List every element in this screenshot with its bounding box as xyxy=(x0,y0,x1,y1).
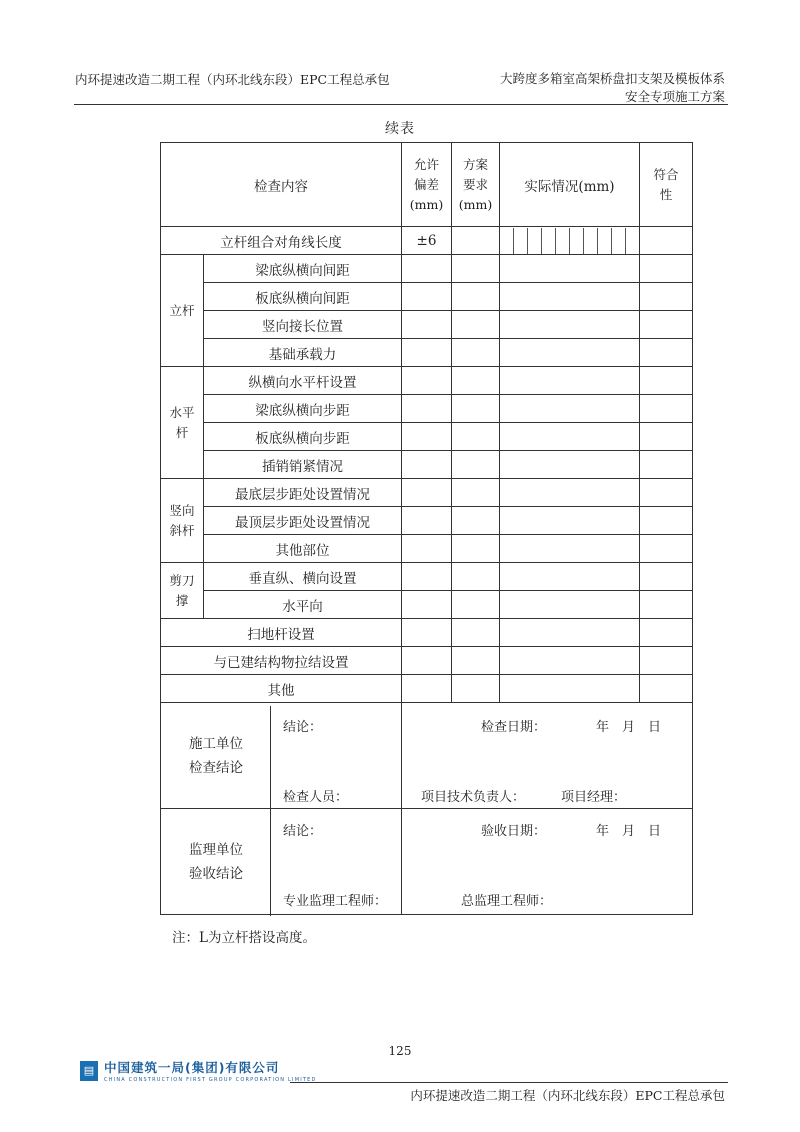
item-label: 竖向接长位置 xyxy=(204,311,402,339)
header-divider xyxy=(74,104,728,105)
group-label-line: 撑 xyxy=(175,592,189,608)
cell xyxy=(402,535,452,563)
cell xyxy=(500,591,640,619)
header-title-line2: 安全专项施工方案 xyxy=(624,89,725,104)
cell xyxy=(452,451,500,479)
cell xyxy=(640,507,693,535)
group-label-vertical-pole xyxy=(161,255,204,367)
cell xyxy=(452,423,500,451)
group-label-line: 水平 xyxy=(169,404,195,420)
header-tolerance-l3: (mm) xyxy=(409,196,444,212)
cell xyxy=(500,535,640,563)
header-requirement xyxy=(452,143,500,227)
cell xyxy=(640,227,693,255)
cell xyxy=(500,507,640,535)
cell xyxy=(402,423,452,451)
cell xyxy=(500,563,640,591)
construction-inspector-label: 检查人员： xyxy=(283,790,349,805)
header-document-title xyxy=(500,70,725,106)
cell xyxy=(500,367,640,395)
cell xyxy=(500,311,640,339)
cell xyxy=(452,647,500,675)
item-label: 板底纵横向间距 xyxy=(204,283,402,311)
cell xyxy=(402,507,452,535)
header-tolerance xyxy=(402,143,452,227)
header-requirement-l1: 方案 xyxy=(462,156,488,172)
item-label: 最底层步距处设置情况 xyxy=(204,479,402,507)
cell xyxy=(452,675,500,703)
item-label: 基础承载力 xyxy=(204,339,402,367)
cell xyxy=(640,479,693,507)
company-logo xyxy=(80,1058,317,1083)
item-label: 垂直纵、横向设置 xyxy=(204,563,402,591)
header-project-title: 内环提速改造二期工程（内环北线东段）EPC工程总承包 xyxy=(75,72,390,87)
cell xyxy=(640,311,693,339)
group-label-line: 立杆 xyxy=(169,302,195,318)
cell xyxy=(500,619,640,647)
cell xyxy=(402,479,452,507)
item-label: 梁底纵横向步距 xyxy=(204,395,402,423)
header-tolerance-l1: 允许 xyxy=(413,156,439,172)
cell xyxy=(640,395,693,423)
cell xyxy=(500,647,640,675)
diagonal-label: 立杆组合对角线长度 xyxy=(161,227,402,255)
supervision-label-line2: 验收结论 xyxy=(189,865,243,882)
supervision-signature-block xyxy=(270,812,671,916)
supervision-engineer-label: 专业监理工程师： xyxy=(283,894,388,909)
cell xyxy=(640,255,693,283)
footer-project-title: 内环提速改造二期工程（内环北线东段）EPC工程总承包 xyxy=(410,1088,725,1103)
cell xyxy=(402,591,452,619)
construction-tech-lead-label: 项目技术负责人： xyxy=(421,790,526,805)
cscec-logo-icon: ▤ xyxy=(80,1061,98,1081)
cell xyxy=(402,255,452,283)
construction-date-label: 检查日期： xyxy=(481,720,547,735)
item-label: 水平向 xyxy=(204,591,402,619)
cell xyxy=(640,675,693,703)
supervision-label-line1: 监理单位 xyxy=(189,841,243,858)
item-label: 板底纵横向步距 xyxy=(204,423,402,451)
item-label: 插销销紧情况 xyxy=(204,451,402,479)
item-label: 梁底纵横向间距 xyxy=(204,255,402,283)
item-label: 与已建结构物拉结设置 xyxy=(161,647,402,675)
tick-marks xyxy=(500,228,639,254)
table-row xyxy=(161,283,693,311)
cell xyxy=(640,619,693,647)
table-row xyxy=(161,619,693,647)
table-row xyxy=(161,367,693,395)
company-name-en: CHINA CONSTRUCTION FIRST GROUP CORPORATION LIMITED xyxy=(104,1077,317,1083)
cell xyxy=(640,647,693,675)
header-requirement-l3: (mm) xyxy=(458,196,493,212)
diagonal-tolerance: ±6 xyxy=(402,227,452,255)
cell xyxy=(640,563,693,591)
cell xyxy=(402,647,452,675)
cell xyxy=(640,451,693,479)
cell xyxy=(500,479,640,507)
cell xyxy=(500,423,640,451)
table-row xyxy=(161,339,693,367)
table-note: 注：L为立杆搭设高度。 xyxy=(172,930,316,946)
cell xyxy=(452,367,500,395)
footer-divider xyxy=(290,1082,728,1083)
cell xyxy=(402,563,452,591)
cell xyxy=(640,367,693,395)
supervision-conclusion-label: 结论： xyxy=(283,824,323,839)
page-number: 125 xyxy=(388,1044,412,1058)
header-conform-l1: 符合 xyxy=(653,166,679,182)
cell xyxy=(452,339,500,367)
cell xyxy=(402,311,452,339)
cell xyxy=(402,451,452,479)
cell xyxy=(640,591,693,619)
table-row xyxy=(161,451,693,479)
item-label: 其他部位 xyxy=(204,535,402,563)
construction-date-format: 年 月 日 xyxy=(595,720,661,735)
table-row xyxy=(161,479,693,507)
cell xyxy=(500,283,640,311)
group-label-scissor-brace xyxy=(161,563,204,619)
header-conform xyxy=(640,143,693,227)
table-row xyxy=(161,563,693,591)
cell xyxy=(500,395,640,423)
table-header-row xyxy=(161,143,693,227)
company-name-cn: 中国建筑一局(集团)有限公司 xyxy=(104,1060,280,1075)
cell xyxy=(452,591,500,619)
group-label-line: 竖向 xyxy=(169,502,195,518)
cell xyxy=(640,535,693,563)
table-row xyxy=(161,311,693,339)
item-label: 其他 xyxy=(161,675,402,703)
cell xyxy=(402,675,452,703)
header-actual: 实际情况(mm) xyxy=(500,143,640,227)
cell xyxy=(402,395,452,423)
cell xyxy=(402,283,452,311)
construction-manager-label: 项目经理： xyxy=(561,790,627,805)
cell xyxy=(452,395,500,423)
header-conform-l2: 性 xyxy=(659,186,673,202)
cell xyxy=(500,675,640,703)
construction-label-line1: 施工单位 xyxy=(189,735,243,752)
cell xyxy=(452,255,500,283)
cell xyxy=(452,479,500,507)
cell xyxy=(640,423,693,451)
table-row xyxy=(161,535,693,563)
table-row xyxy=(161,591,693,619)
table-row xyxy=(161,507,693,535)
supervision-date-label: 验收日期： xyxy=(481,824,547,839)
cell xyxy=(452,619,500,647)
cell xyxy=(452,227,500,255)
cell xyxy=(402,619,452,647)
cell xyxy=(452,507,500,535)
item-label: 最顶层步距处设置情况 xyxy=(204,507,402,535)
table-row xyxy=(161,647,693,675)
cell xyxy=(500,255,640,283)
group-label-line: 剪刀 xyxy=(169,572,195,588)
header-tolerance-l2: 偏差 xyxy=(413,176,439,192)
cell xyxy=(500,451,640,479)
tick-cell xyxy=(500,227,640,255)
cell xyxy=(640,339,693,367)
supervision-chief-label: 总监理工程师： xyxy=(461,894,553,909)
cell xyxy=(640,283,693,311)
construction-conclusion-label: 结论： xyxy=(283,720,323,735)
item-label: 纵横向水平杆设置 xyxy=(204,367,402,395)
header-title-line1: 大跨度多箱室高架桥盘扣支架及模板体系 xyxy=(499,71,725,86)
group-label-diagonal-brace xyxy=(161,479,204,563)
cell xyxy=(452,535,500,563)
construction-signature-block xyxy=(270,706,671,812)
group-label-line: 斜杆 xyxy=(169,522,195,538)
cell xyxy=(402,367,452,395)
header-requirement-l2: 要求 xyxy=(462,176,488,192)
table-row xyxy=(161,423,693,451)
diagonal-row xyxy=(161,227,693,255)
cell xyxy=(500,339,640,367)
supervision-date-format: 年 月 日 xyxy=(595,824,661,839)
item-label: 扫地杆设置 xyxy=(161,619,402,647)
group-label-horizontal-bar xyxy=(161,367,204,479)
table-row xyxy=(161,395,693,423)
group-label-line: 杆 xyxy=(175,424,189,440)
table-caption: 续表 xyxy=(385,121,415,137)
table-row xyxy=(161,255,693,283)
cell xyxy=(452,563,500,591)
construction-label-line2: 检查结论 xyxy=(189,759,243,776)
table-row xyxy=(161,675,693,703)
cell xyxy=(402,339,452,367)
header-content: 检查内容 xyxy=(161,143,402,227)
cell xyxy=(452,283,500,311)
cell xyxy=(452,311,500,339)
